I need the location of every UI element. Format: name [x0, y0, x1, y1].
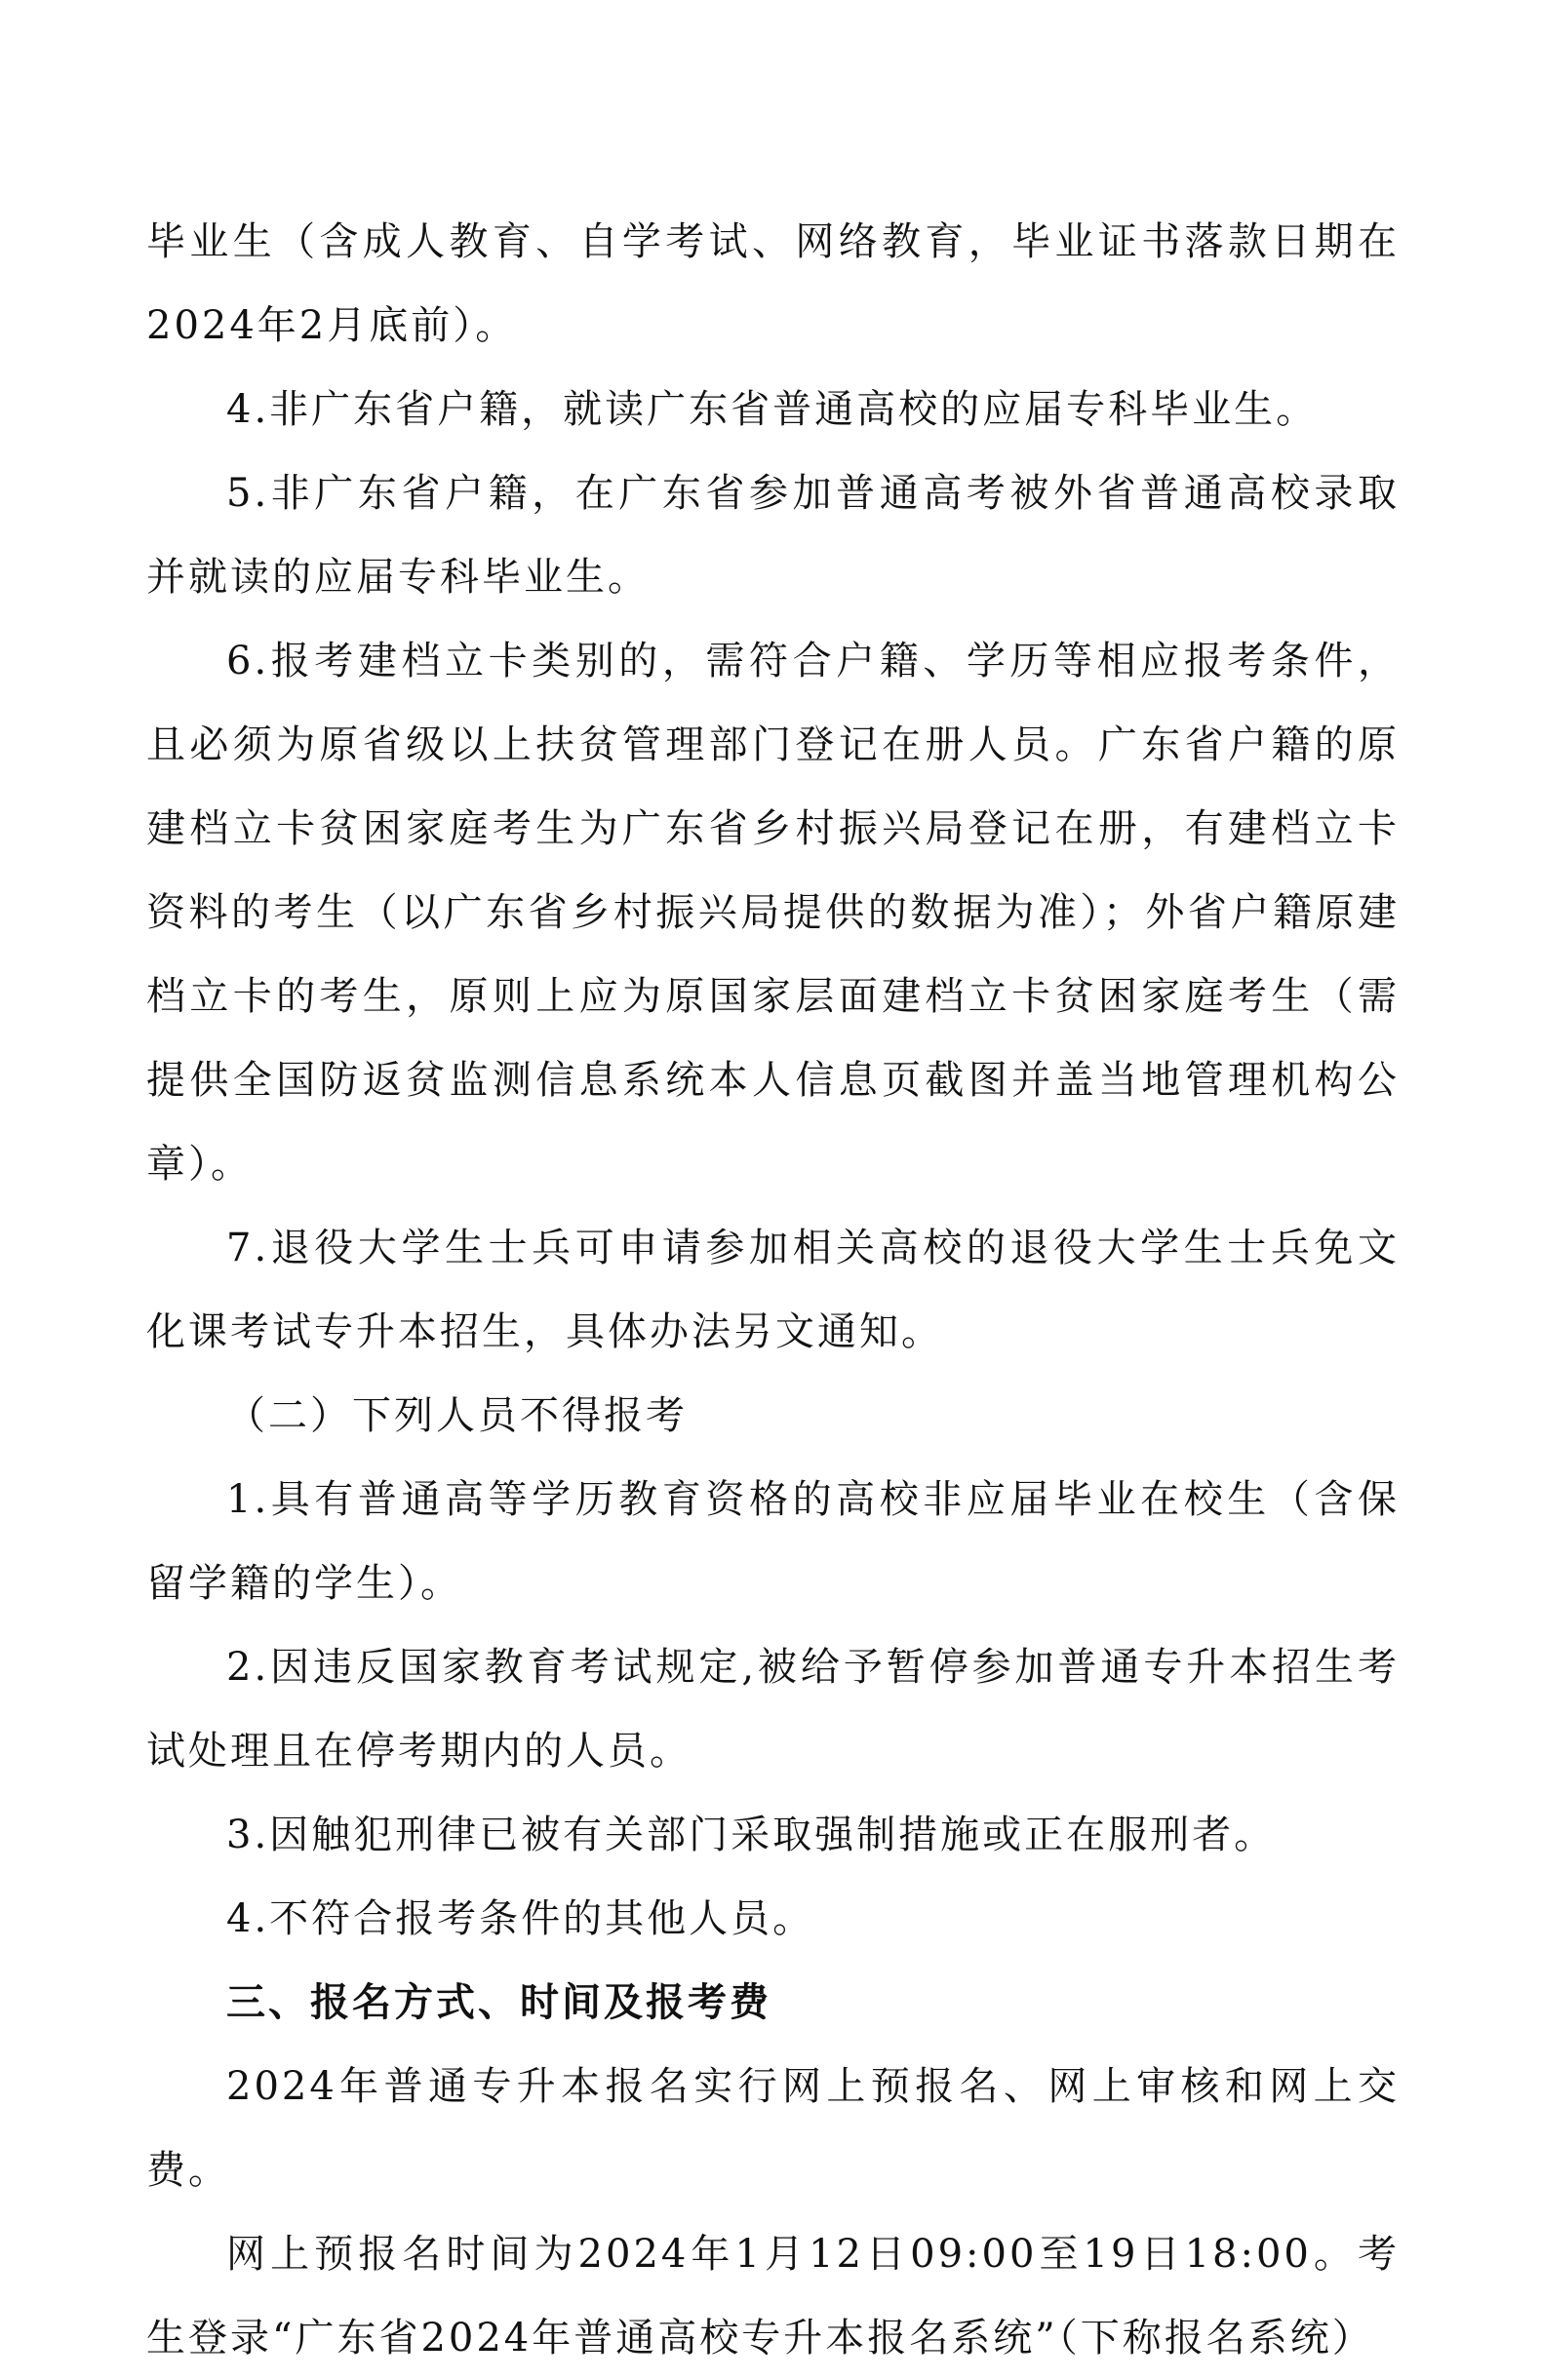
subheading: （二）下列人员不得报考	[226, 1393, 688, 1438]
list-item: 4.非广东省户籍，就读广东省普通高校的应届专科毕业生。	[226, 387, 1319, 432]
section-heading: 三、报名方式、时间及报考费	[226, 1980, 771, 2025]
body-paragraph: 网上预报名时间为2024年1月12日09:00至19日18:00。考生登录“广东省2024年普通高校专升本报名系统”（下称报名系统）	[146, 2232, 1400, 2360]
list-item: 1.具有普通高等学历教育资格的高校非应届毕业在校生（含保留学籍的学生）。	[146, 1477, 1400, 1606]
list-item: 4.不符合报考条件的其他人员。	[226, 1896, 815, 1941]
paragraph-continuation: 毕业生（含成人教育、自学考试、网络教育，毕业证书落款日期在2024年2月底前）。	[146, 219, 1400, 348]
list-item: 7.退役大学生士兵可申请参加相关高校的退役大学生士兵免文化课考试专升本招生，具体办法另文通知。	[146, 1226, 1400, 1354]
list-item: 2.因违反国家教育考试规定,被给予暂停参加普通专升本招生考试处理且在停考期内的人员。	[146, 1645, 1400, 1774]
list-item: 3.因触犯刑律已被有关部门采取强制措施或正在服刑者。	[226, 1813, 1277, 1857]
list-item: 6.报考建档立卡类别的，需符合户籍、学历等相应报考条件，且必须为原省级以上扶贫管理部门登记在册人员。广东省户籍的原建档立卡贫困家庭考生为广东省乡村振兴局登记在册，有建档立卡资料的考生（以广东省乡村振兴局提供的数据为准）；外省户籍原建档立卡的考生，原则上应为原国家层面建档立卡贫困家庭考生（需提供全国防返贫监测信息系统本人信息页截图并盖当地管理机构公章）。	[146, 639, 1400, 1187]
document-body	[146, 200, 1400, 2380]
body-paragraph: 2024年普通专升本报名实行网上预报名、网上审核和网上交费。	[146, 2064, 1400, 2193]
list-item: 5.非广东省户籍，在广东省参加普通高考被外省普通高校录取并就读的应届专科毕业生。	[146, 471, 1400, 600]
